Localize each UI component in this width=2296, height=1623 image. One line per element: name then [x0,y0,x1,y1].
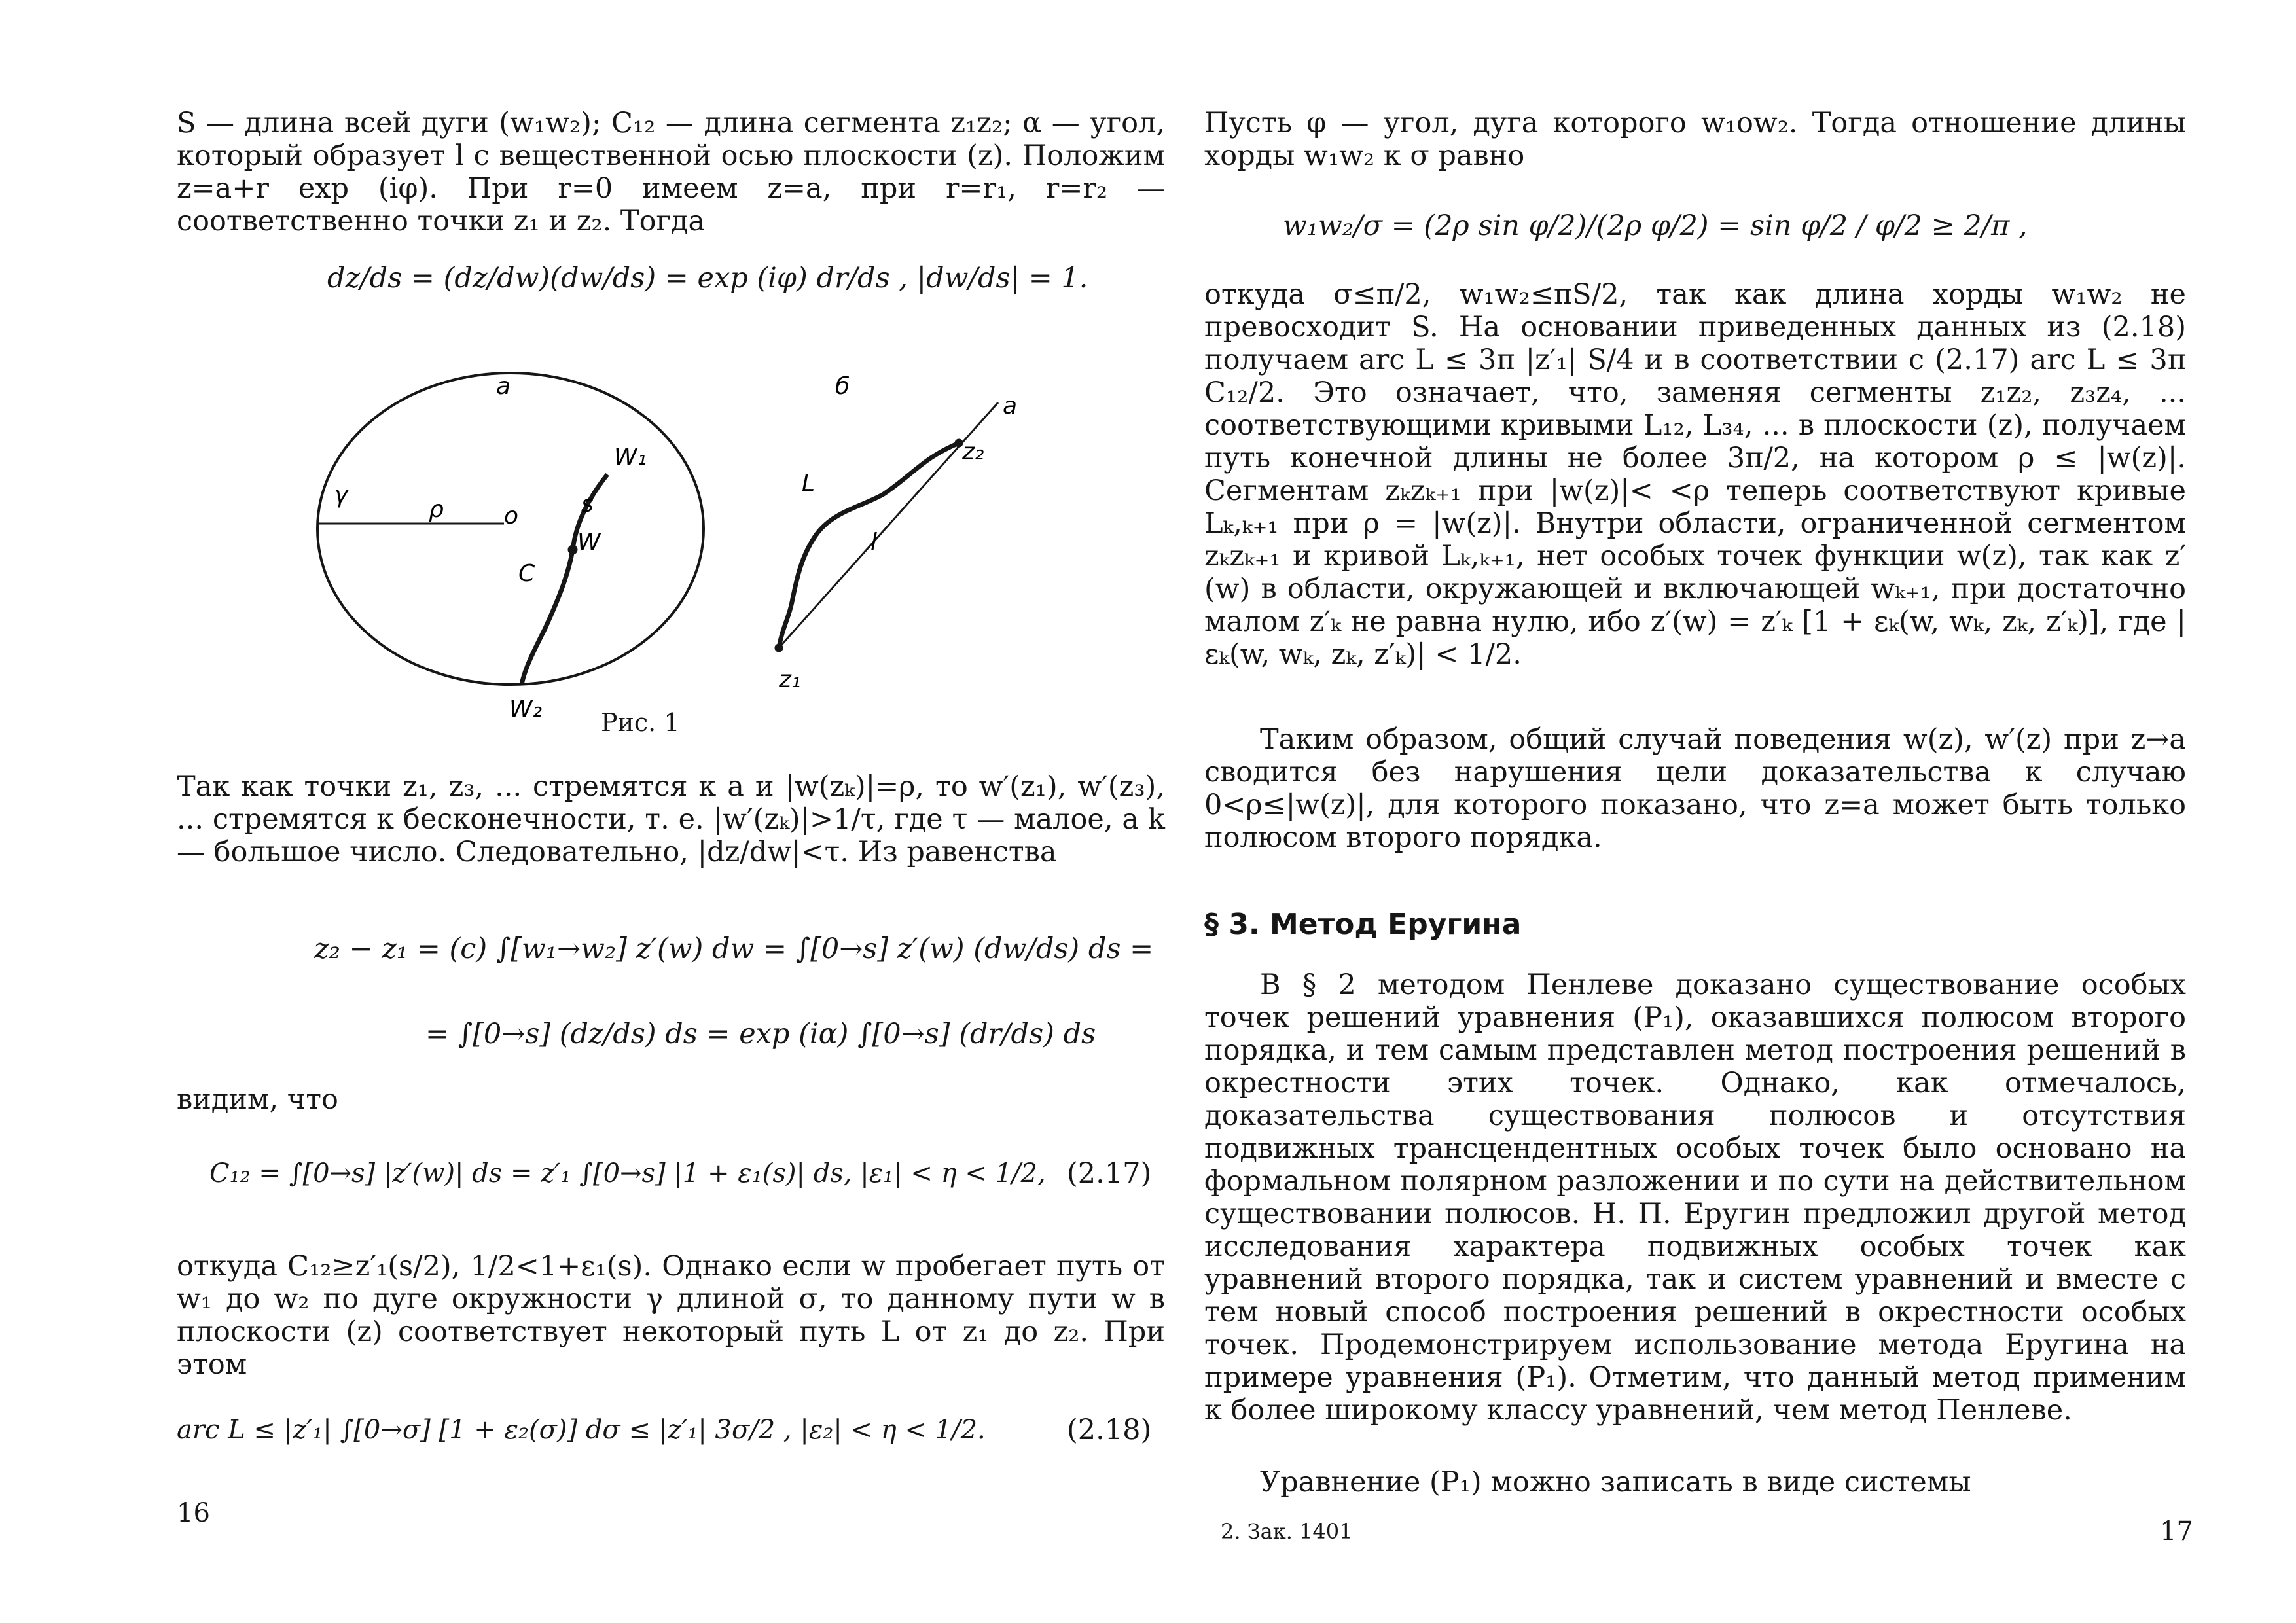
figure-label-s: s [581,491,594,518]
point-z1 [775,644,783,652]
equation-2-18: arc L ≤ |z′₁| ∫[0→σ] [1 + ε₂(σ)] dσ ≤ |z′₁| 3σ/2 , |ε₂| < η < 1/2. [177,1415,986,1445]
equation-chord-ratio: w₁w₂/σ = (2ρ sin φ/2)/(2ρ φ/2) = sin φ/2 / φ/2 ≥ 2/π , [1283,209,2028,242]
figure-label-a-ray: a [1003,393,1018,419]
section-heading: § 3. Метод Еругина [1204,908,1522,941]
equation-2-17: C₁₂ = ∫[0→s] |z′(w)| ds = z′₁ ∫[0→s] |1 + ε₁(s)| ds, |ε₁| < η < 1/2, [209,1158,1046,1188]
figure-label-a: а [496,373,511,400]
figure-1 [177,360,1165,753]
vidim-text: видим, что [177,1083,338,1116]
figure-label-c: C [518,560,535,587]
right-paragraph-1: Пусть φ — угол, дуга которого w₁ow₂. Тогда отношение длины хорды w₁w₂ к σ равно [1204,107,2186,172]
equation-number-2-17: (2.17) [1067,1157,1152,1190]
figure-label-w: W [577,529,601,556]
figure-label-gamma: γ [334,482,348,508]
equation-integral-2: = ∫[0→s] (dz/ds) ds = exp (iα) ∫[0→s] (dr/ds) ds [425,1018,1096,1050]
right-paragraph-4: В § 2 методом Пенлеве доказано существование особых точек решений уравнения (P₁), оказавшихся полюсом второго порядка, и тем самым представлен метод построения решений в окрестности этих точек. Однако, как отмечалось, доказательства существования полюсов и отсутствия подвижных трансцендентных особых точек было основано на формальном полярном разложении и по сути на действительном существовании полюсов. Н. П. Еругин предложил другой метод исследования характера подвижных особых точек как уравнений второго порядка, так и систем уравнений и вместе с тем новый способ построения решений в окрестности особых точек. Продемонстрируем использование метода Еругина на примере уравнения (P₁). Отметим, что данный метод применим к более широкому классу уравнений, чем метод Пенлеве. [1204,969,2186,1427]
right-paragraph-3: Таким образом, общий случай поведения w(z), w′(z) при z→a сводится без нарушения цели доказательства к случаю 0<ρ≤|w(z)|, для которого показано, что z=a может быть только полюсом второго порядка. [1204,723,2186,854]
figure-label-w2: W₂ [509,696,543,722]
left-paragraph-1: S — длина всей дуги (w₁w₂); C₁₂ — длина сегмента z₁z₂; α — угол, который образует l с вещественной осью плоскости (z). Положим z=a+r exp (iφ). При r=0 имеем z=a, при r=r₁, r=r₂ — соответственно точки z₁ и z₂. Тогда [177,107,1165,238]
equation-number-2-18: (2.18) [1067,1414,1152,1446]
figure-caption: Рис. 1 [601,708,680,737]
equation-integral-1: z₂ − z₁ = (c) ∫[w₁→w₂] z′(w) dw = ∫[0→s] z′(w) (dw/ds) ds = [314,933,1154,965]
figure-label-b: б [835,373,850,400]
figure-label-rho: ρ [429,496,444,523]
figure-label-L: L [802,470,816,497]
right-paragraph-5: Уравнение (P₁) можно записать в виде системы [1260,1466,1971,1499]
left-paragraph-2: Так как точки z₁, z₃, ... стремятся к a и |w(zₖ)|=ρ, то w′(z₁), w′(z₃), ... стремятся к бесконечности, т. е. |w′(zₖ)|>1/τ, где τ — малое, а k — большое число. Следовательно, |dz/dw|<τ. Из равенства [177,770,1165,868]
equation-derivative: dz/ds = (dz/dw)(dw/ds) = exp (iφ) dr/ds , |dw/ds| = 1. [327,262,1088,294]
footnote-order: 2. Зак. 1401 [1221,1519,1353,1544]
figure-label-origin: o [504,503,519,529]
right-paragraph-2: откуда σ≤π/2, w₁w₂≤πS/2, так как длина хорды w₁w₂ не превосходит S. На основании приведенных данных из (2.18) получаем arc L ≤ 3π |z′₁| S/4 и в соответствии с (2.17) arc L ≤ 3π C₁₂/2. Это означает, что, заменяя сегменты z₁z₂, z₃z₄, ... соответствующими кривыми L₁₂, L₃₄, ... в плоскости (z), получаем путь конечной длины не более 3π/2, на котором ρ ≤ |w(z)|. Сегментам zₖzₖ₊₁ при |w(z)|< <ρ теперь соответствуют кривые Lₖ,ₖ₊₁ при ρ = |w(z)|. Внутри области, ограниченной сегментом zₖzₖ₊₁ и кривой Lₖ,ₖ₊₁, нет особых точек функции w(z), так как z′(w) в области, окружающей и включающей wₖ₊₁, при достаточно малом z′ₖ не равна нулю, ибо z′(w) = z′ₖ [1 + εₖ(w, wₖ, zₖ, z′ₖ)], где |εₖ(w, wₖ, zₖ, z′ₖ)| < 1/2. [1204,278,2186,671]
page-number-right: 17 [2160,1516,2193,1546]
left-paragraph-3: откуда C₁₂≥z′₁(s/2), 1/2<1+ε₁(s). Однако если w пробегает путь от w₁ до w₂ по дуге окружности γ длиной σ, то данному пути w в плоскости (z) соответствует некоторый путь L от z₁ до z₂. При этом [177,1250,1165,1381]
figure-label-z2: z₂ [962,438,984,465]
page-number-left: 16 [177,1498,210,1528]
figure-label-w1: W₁ [614,444,647,471]
point-w [568,545,577,554]
figure-label-l: l [870,529,878,556]
figure-label-z1: z₁ [779,666,801,693]
